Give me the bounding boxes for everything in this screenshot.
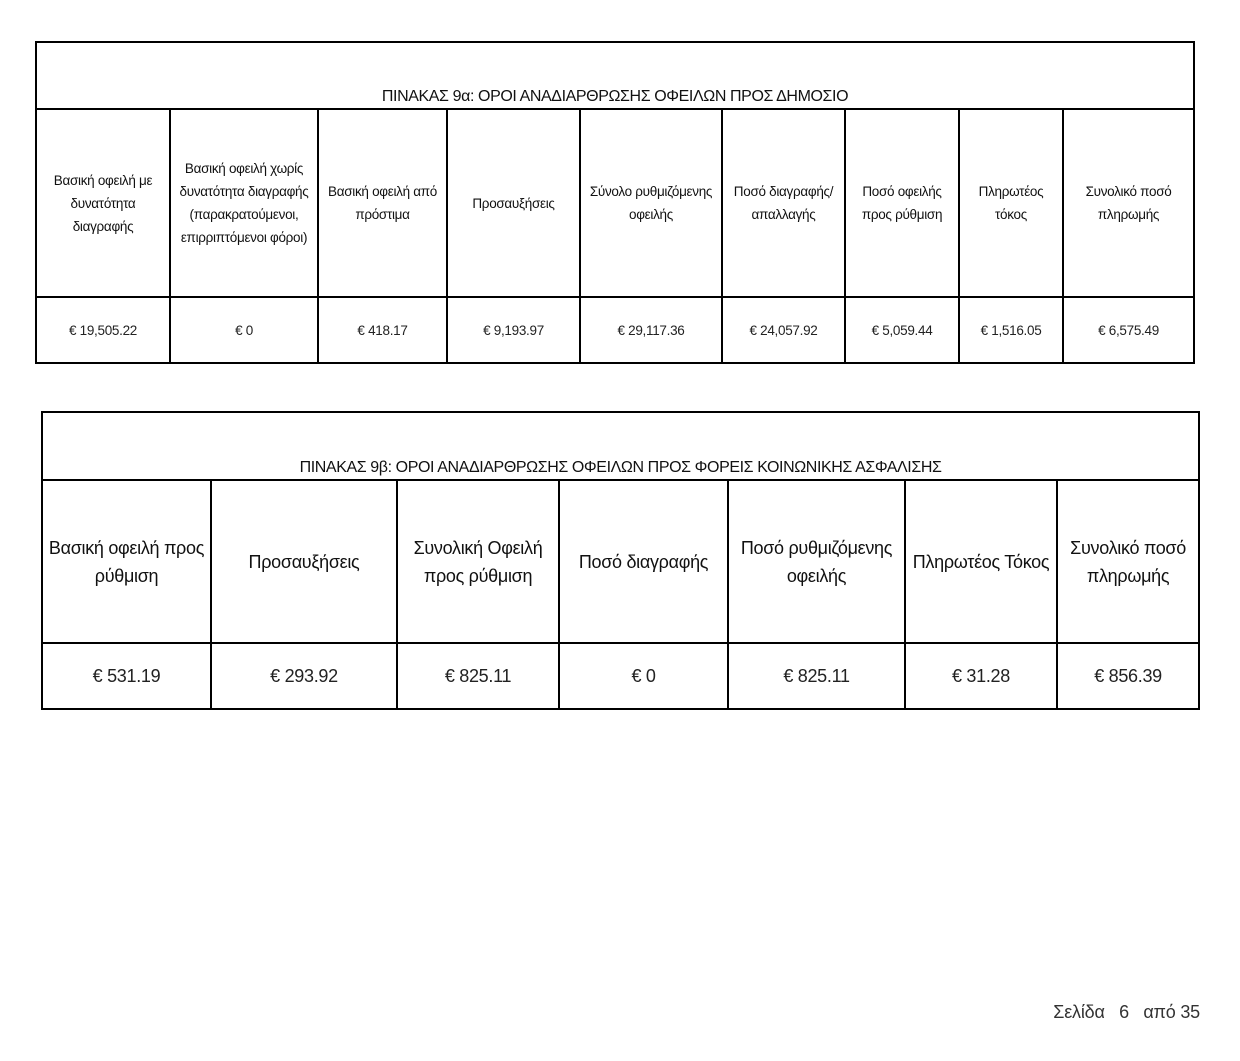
header-cell: Ποσό διαγραφής — [559, 480, 728, 643]
header-cell: Σύνολο ρυθμιζόμενης οφειλής — [580, 109, 722, 297]
table-9b-title: ΠΙΝΑΚΑΣ 9β: ΟΡΟΙ ΑΝΑΔΙΑΡΘΡΩΣΗΣ ΟΦΕΙΛΩΝ ΠΡΟΣ ΦΟΡΕΙΣ ΚΟΙΝΩΝΙΚΗΣ ΑΣΦΑΛΙΣΗΣ — [42, 412, 1199, 480]
header-cell: Πληρωτέος Τόκος — [905, 480, 1057, 643]
value-cell: € 9,193.97 — [447, 297, 580, 363]
value-cell: € 19,505.22 — [36, 297, 170, 363]
value-cell: € 0 — [559, 643, 728, 709]
header-cell: Βασική οφειλή με δυνατότητα διαγραφής — [36, 109, 170, 297]
page-footer — [1053, 1002, 1200, 1023]
table-9a — [35, 41, 1195, 364]
value-cell: € 531.19 — [42, 643, 211, 709]
page-number: 6 — [1119, 1002, 1129, 1022]
header-cell: Ποσό ρυθμιζόμενης οφειλής — [728, 480, 905, 643]
table-9b — [41, 411, 1200, 710]
value-cell: € 24,057.92 — [722, 297, 845, 363]
header-cell: Προσαυξήσεις — [447, 109, 580, 297]
value-cell: € 1,516.05 — [959, 297, 1063, 363]
header-cell: Ποσό οφειλής προς ρύθμιση — [845, 109, 959, 297]
value-cell: € 825.11 — [397, 643, 559, 709]
header-cell: Συνολικό ποσό πληρωμής — [1057, 480, 1199, 643]
total-pages: 35 — [1180, 1002, 1200, 1022]
header-cell: Συνολικό ποσό πληρωμής — [1063, 109, 1194, 297]
header-cell: Συνολική Οφειλή προς ρύθμιση — [397, 480, 559, 643]
value-cell: € 293.92 — [211, 643, 397, 709]
value-cell: € 5,059.44 — [845, 297, 959, 363]
value-cell: € 31.28 — [905, 643, 1057, 709]
header-cell: Προσαυξήσεις — [211, 480, 397, 643]
page-label: Σελίδα — [1053, 1002, 1105, 1022]
value-cell: € 29,117.36 — [580, 297, 722, 363]
header-cell: Πληρωτέος τόκος — [959, 109, 1063, 297]
header-cell: Βασική οφειλή χωρίς δυνατότητα διαγραφής (παρακρατούμενοι, επιρριπτόμενοι φόροι) — [170, 109, 318, 297]
header-cell: Βασική οφειλή προς ρύθμιση — [42, 480, 211, 643]
value-cell: € 0 — [170, 297, 318, 363]
value-cell: € 825.11 — [728, 643, 905, 709]
value-cell: € 418.17 — [318, 297, 447, 363]
of-label: από — [1143, 1002, 1176, 1022]
table-9a-title: ΠΙΝΑΚΑΣ 9α: ΟΡΟΙ ΑΝΑΔΙΑΡΘΡΩΣΗΣ ΟΦΕΙΛΩΝ ΠΡΟΣ ΔΗΜΟΣΙΟ — [36, 42, 1194, 109]
header-cell: Βασική οφειλή από πρόστιμα — [318, 109, 447, 297]
value-cell: € 856.39 — [1057, 643, 1199, 709]
value-cell: € 6,575.49 — [1063, 297, 1194, 363]
header-cell: Ποσό διαγραφής/ απαλλαγής — [722, 109, 845, 297]
